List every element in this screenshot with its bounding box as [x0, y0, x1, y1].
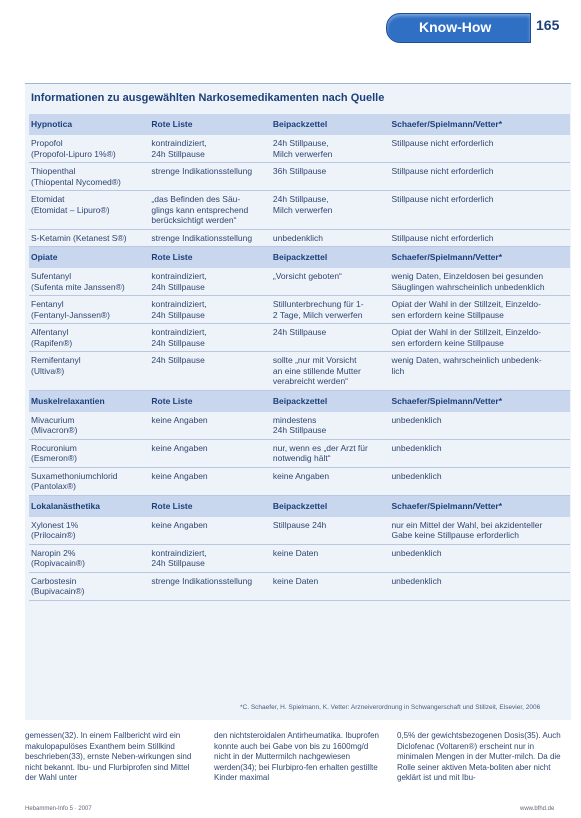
- table-cell: Stillpause nicht erforderlich: [389, 135, 570, 163]
- table-cell: 24h Stillpause: [271, 324, 390, 352]
- table-cell: unbedenklich: [271, 229, 390, 247]
- page-number: 165: [536, 17, 560, 33]
- table-header-cell: Rote Liste: [149, 114, 270, 135]
- table-cell: Stillpause nicht erforderlich: [389, 191, 570, 230]
- table-header-cell: Muskelrelaxantien: [29, 390, 149, 412]
- info-box-title: Informationen zu ausgewählten Narkosemedikamenten nach Quelle: [31, 92, 385, 104]
- table-cell: Xylonest 1% (Prilocain®): [29, 517, 149, 545]
- table-row: [29, 229, 570, 247]
- table-cell: mindestens 24h Stillpause: [271, 412, 390, 440]
- table-header-cell: Beipackzettel: [271, 247, 390, 269]
- table-cell: Propofol (Propofol-Lipuro 1%®): [29, 135, 149, 163]
- table-cell: strenge Indikationsstellung: [149, 229, 270, 247]
- table-cell: keine Angaben: [149, 439, 270, 467]
- table-header-cell: Hypnotica: [29, 114, 149, 135]
- table-cell: keine Angaben: [149, 517, 270, 545]
- table-cell: „das Befinden des Säu- glings kann entsprechend berücksichtigt werden“: [149, 191, 270, 230]
- body-column-1: gemessen(32). In einem Fallbericht wird ein makulopapulöses Exanthem beim Stillkind beschrieben(33), ernste Neben-wirkungen sind nicht bekannt. Ibu- und Flurbiprofen sind Mittel der Wahl unter: [25, 731, 192, 782]
- table-cell: Opiat der Wahl in der Stillzeit, Einzeldo- sen erfordern keine Stillpause: [389, 296, 570, 324]
- table-cell: wenig Daten, Einzeldosen bei gesunden Säuglingen wahrscheinlich unbedenklich: [389, 268, 570, 296]
- table-header-cell: Rote Liste: [149, 390, 270, 412]
- table-row: [29, 467, 570, 495]
- table-row: [29, 135, 570, 163]
- table-cell: Stillunterbrechung für 1- 2 Tage, Milch verwerfen: [271, 296, 390, 324]
- table-row: [29, 517, 570, 545]
- table-cell: Suxamethoniumchlorid (Pantolax®): [29, 467, 149, 495]
- table-cell: unbedenklich: [389, 412, 570, 440]
- table-cell: keine Angaben: [271, 467, 390, 495]
- table-cell: unbedenklich: [389, 467, 570, 495]
- section-tab-label: Know-How: [419, 19, 492, 35]
- table-row: [29, 412, 570, 440]
- table-row: [29, 439, 570, 467]
- table-section-header: [29, 390, 570, 412]
- table-cell: Stillpause nicht erforderlich: [389, 229, 570, 247]
- table-cell: unbedenklich: [389, 439, 570, 467]
- table-cell: sollte „nur mit Vorsicht an eine stillende Mutter verabreicht werden“: [271, 352, 390, 391]
- table-header-cell: Lokalanästhetika: [29, 495, 149, 517]
- table-cell: Naropin 2% (Ropivacain®): [29, 544, 149, 572]
- table-cell: Alfentanyl (Rapifen®): [29, 324, 149, 352]
- table-cell: 24h Stillpause, Milch verwerfen: [271, 135, 390, 163]
- table-cell: nur, wenn es „der Arzt für notwendig hält“: [271, 439, 390, 467]
- table-cell: Sufentanyl (Sufenta mite Janssen®): [29, 268, 149, 296]
- table-cell: kontraindiziert, 24h Stillpause: [149, 135, 270, 163]
- table-cell: kontraindiziert, 24h Stillpause: [149, 324, 270, 352]
- table-cell: keine Daten: [271, 544, 390, 572]
- table-cell: Etomidat (Etomidat – Lipuro®): [29, 191, 149, 230]
- table-header-cell: Beipackzettel: [271, 390, 390, 412]
- table-header-cell: Schaefer/Spielmann/Vetter*: [389, 247, 570, 269]
- table-cell: Stillpause 24h: [271, 517, 390, 545]
- table-cell: kontraindiziert, 24h Stillpause: [149, 268, 270, 296]
- footer-right: www.bfhd.de: [520, 806, 555, 812]
- table-cell: 36h Stillpause: [271, 163, 390, 191]
- table-footnote: *C. Schaefer, H. Spielmann, K. Vetter: Arzneiverordnung in Schwangerschaft und Stillzeit, Elsevier, 2006: [240, 704, 541, 711]
- table-cell: kontraindiziert, 24h Stillpause: [149, 296, 270, 324]
- table-cell: keine Angaben: [149, 412, 270, 440]
- body-column-3: 0,5% der gewichtsbezogenen Dosis(35). Auch Diclofenac (Voltaren®) erscheint nur in minimalen Mengen in der Mutter-milch. Da die Rolle seiner aktiven Meta-boliten aber nicht geklärt ist und mit Ibu-: [397, 731, 561, 782]
- table-header-cell: Schaefer/Spielmann/Vetter*: [389, 495, 570, 517]
- table-cell: Carbostesin (Bupivacain®): [29, 572, 149, 600]
- table-header-cell: Beipackzettel: [271, 495, 390, 517]
- footer-left: Hebammen-Info 5 · 2007: [25, 806, 92, 812]
- table-header-cell: Rote Liste: [149, 247, 270, 269]
- table-cell: nur ein Mittel der Wahl, bei akzidenteller Gabe keine Stillpause erforderlich: [389, 517, 570, 545]
- table-cell: 24h Stillpause, Milch verwerfen: [271, 191, 390, 230]
- table-cell: strenge Indikationsstellung: [149, 163, 270, 191]
- table-section-header: [29, 114, 570, 135]
- table-row: [29, 544, 570, 572]
- table-cell: unbedenklich: [389, 544, 570, 572]
- table-cell: „Vorsicht geboten“: [271, 268, 390, 296]
- table-section-header: [29, 495, 570, 517]
- table-row: [29, 324, 570, 352]
- table-header-cell: Rote Liste: [149, 495, 270, 517]
- table-cell: strenge Indikationsstellung: [149, 572, 270, 600]
- table-row: [29, 572, 570, 600]
- table-cell: keine Daten: [271, 572, 390, 600]
- table-row: [29, 296, 570, 324]
- table-cell: kontraindiziert, 24h Stillpause: [149, 544, 270, 572]
- table-header-cell: Schaefer/Spielmann/Vetter*: [389, 114, 570, 135]
- table-row: [29, 191, 570, 230]
- table-cell: Stillpause nicht erforderlich: [389, 163, 570, 191]
- table-cell: Thiopenthal (Thiopental Nycomed®): [29, 163, 149, 191]
- table-cell: Fentanyl (Fentanyl-Janssen®): [29, 296, 149, 324]
- table-section-header: [29, 247, 570, 269]
- section-tab: [386, 13, 531, 43]
- table-header-cell: Beipackzettel: [271, 114, 390, 135]
- table-row: [29, 352, 570, 391]
- table-cell: Mivacurium (Mivacron®): [29, 412, 149, 440]
- table-cell: wenig Daten, wahrscheinlich unbedenk- lich: [389, 352, 570, 391]
- table-row: [29, 163, 570, 191]
- table-cell: S-Ketamin (Ketanest S®): [29, 229, 149, 247]
- medication-table: [29, 114, 570, 601]
- table-cell: keine Angaben: [149, 467, 270, 495]
- table-cell: Opiat der Wahl in der Stillzeit, Einzeldo- sen erfordern keine Stillpause: [389, 324, 570, 352]
- table-cell: Remifentanyl (Ultiva®): [29, 352, 149, 391]
- table-header-cell: Schaefer/Spielmann/Vetter*: [389, 390, 570, 412]
- table-header-cell: Opiate: [29, 247, 149, 269]
- table-cell: 24h Stillpause: [149, 352, 270, 391]
- table-cell: Rocuronium (Esmeron®): [29, 439, 149, 467]
- table-cell: unbedenklich: [389, 572, 570, 600]
- table-row: [29, 268, 570, 296]
- body-column-2: den nichtsteroidalen Antirheumatika. Ibuprofen konnte auch bei Gabe von bis zu 1600mg/d nicht in der Muttermilch nachgewiesen werden(34); bei Flurbipro-fen erhalten gestillte Kinder maximal: [214, 731, 379, 782]
